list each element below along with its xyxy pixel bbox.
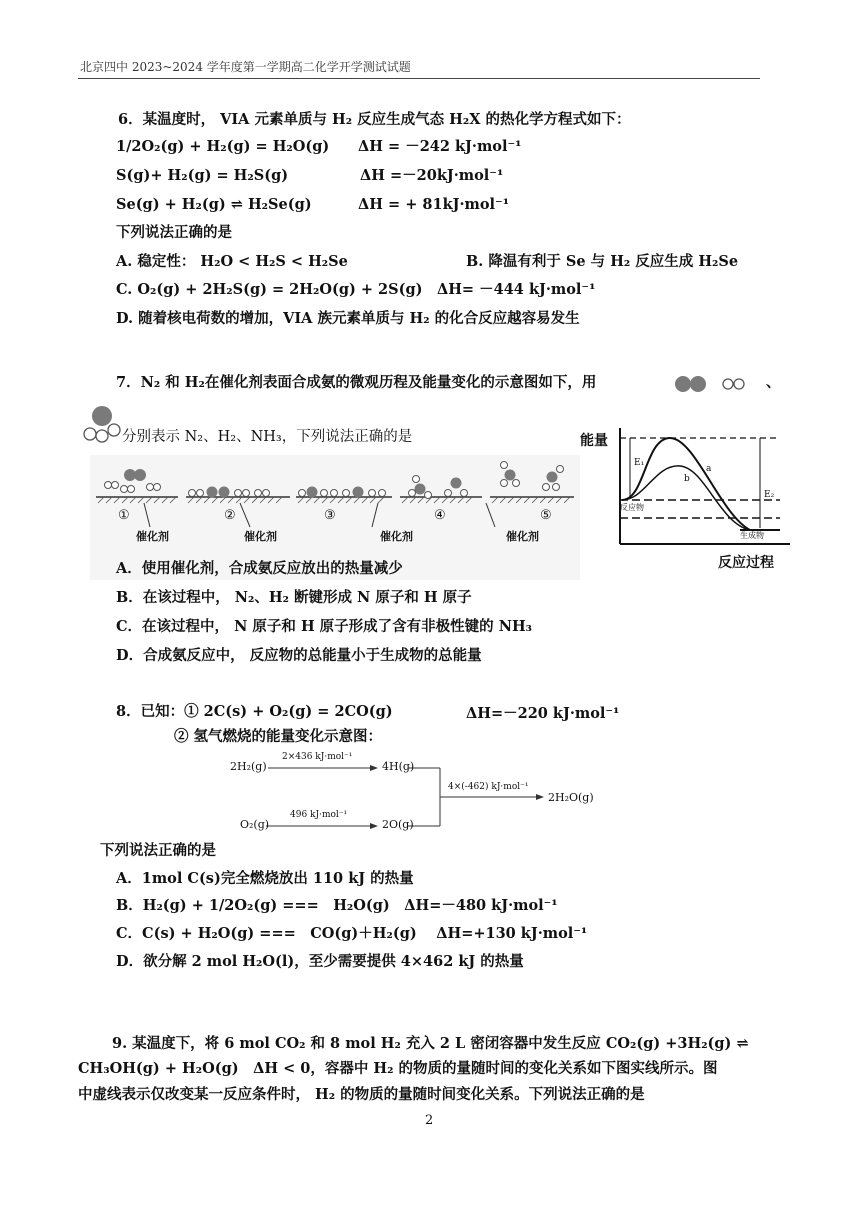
q6-stem: 6．某温度时， VIA 元素单质与 H₂ 反应生成气态 H₂X 的热化学方程式如下： xyxy=(118,111,631,128)
product-label: 生成物 xyxy=(740,531,764,540)
step-2-label: ② xyxy=(224,508,236,523)
q7-stem2: 分别表示 N₂、H₂、NH₃，下列说法正确的是 xyxy=(122,429,413,445)
diagram-2h2: 2H₂(g) xyxy=(230,760,267,773)
catalyst-label-4: 催化剂 xyxy=(506,530,539,543)
q6-dh1: ΔH = －242 kJ·mol⁻¹ xyxy=(358,138,522,155)
step-1-label: ① xyxy=(118,508,130,523)
e1-label: E₁ xyxy=(634,458,645,468)
page-number: 2 xyxy=(425,1113,434,1128)
q9-line1: 9. 某温度下，将 6 mol CO₂ 和 8 mol H₂ 充入 2 L 密闭容器中发生反应 CO₂(g) +3H₂(g) ⇌ xyxy=(112,1035,749,1052)
catalyst-label-1: 催化剂 xyxy=(136,530,169,543)
diagram-2h2o: 2H₂O(g) xyxy=(548,791,594,804)
q9-line3: 中虚线表示仅改变某一反应条件时， H₂ 的物质的量随时间变化关系。下列说法正确的是 xyxy=(78,1086,645,1103)
q6-option-b: B. 降温有利于 Se 与 H₂ 反应生成 H₂Se xyxy=(466,253,739,270)
catalyst-label-2: 催化剂 xyxy=(244,530,277,543)
diagram-formation-label: 4×(-462) kJ·mol⁻¹ xyxy=(448,782,529,792)
diagram-o2-arrow-label: 496 kJ·mol⁻¹ xyxy=(290,810,348,820)
diagram-o2: O₂(g) xyxy=(240,818,270,831)
catalyst-label-3: 催化剂 xyxy=(380,530,413,543)
q6-eq3: Se(g) + H₂(g) ⇌ H₂Se(g) xyxy=(116,196,312,213)
q8-option-c: C．C(s) + H₂O(g) === CO(g)＋H₂(g) ΔH=+130 kJ·mol⁻¹ xyxy=(116,925,588,942)
energy-axis-label: 能量 xyxy=(580,433,608,449)
q6-eq1: 1/2O₂(g) + H₂(g) = H₂O(g) xyxy=(116,138,330,155)
diagram-4h: 4H(g) xyxy=(382,760,415,773)
q8-option-a: A．1mol C(s)完全燃烧放出 110 kJ 的热量 xyxy=(116,870,414,887)
energy-curve-a xyxy=(622,438,750,530)
page-header: 北京四中 2023~2024 学年度第一学期高二化学开学测试试题 xyxy=(80,60,411,74)
q6-eq2: S(g)+ H₂(g) = H₂S(g) xyxy=(116,167,289,184)
n2-h2-legend-icons xyxy=(673,373,763,395)
q7-option-a: A．使用催化剂，合成氨反应放出的热量减少 xyxy=(116,560,403,577)
q8-dh: ΔH=－220 kJ·mol⁻¹ xyxy=(466,705,620,722)
q9-line2: CH₃OH(g) + H₂O(g) ΔH < 0，容器中 H₂ 的物质的量随时间的变化关系如下图实线所示。图 xyxy=(78,1060,718,1077)
nh3-molecule-icon xyxy=(82,405,122,443)
reactant-label: 反应物 xyxy=(620,503,644,512)
q6-dh2: ΔH =－20kJ·mol⁻¹ xyxy=(360,167,504,184)
q6-option-c: C. O₂(g) + 2H₂S(g) = 2H₂O(g) + 2S(g) ΔH= －444 kJ·mol⁻¹ xyxy=(116,281,596,298)
diagram-2o: 2O(g) xyxy=(382,818,414,831)
q7-option-b: B．在该过程中， N₂、H₂ 断键形成 N 原子和 H 原子 xyxy=(116,589,472,606)
e2-label: E₂ xyxy=(764,490,775,500)
q8-prompt: 下列说法正确的是 xyxy=(100,842,216,859)
header-rule xyxy=(78,78,760,79)
step-3-label: ③ xyxy=(324,508,336,523)
q8-sub: ② 氢气燃烧的能量变化示意图： xyxy=(174,728,383,745)
q8-option-d: D．欲分解 2 mol H₂O(l)，至少需要提供 4×462 kJ 的热量 xyxy=(116,953,524,970)
q7-stem-tail: 、 xyxy=(766,374,781,391)
q6-dh3: ΔH = + 81kJ·mol⁻¹ xyxy=(358,196,510,213)
step-5-label: ⑤ xyxy=(540,508,552,523)
curve-b-label: b xyxy=(684,474,690,484)
reaction-process-label: 反应过程 xyxy=(718,555,774,571)
q7-option-c: C．在该过程中， N 原子和 H 原子形成了含有非极性键的 NH₃ xyxy=(116,618,533,635)
diagram-h2-arrow-label: 2×436 kJ·mol⁻¹ xyxy=(282,752,353,762)
q6-option-a: A. 稳定性： H₂O < H₂S < H₂Se xyxy=(116,253,348,270)
q8-option-b: B．H₂(g) + 1/2O₂(g) === H₂O(g) ΔH=－480 kJ·mol⁻¹ xyxy=(116,897,558,914)
h2-molecule-icon xyxy=(723,379,733,389)
n2-molecule-icon xyxy=(675,376,691,392)
q6-prompt: 下列说法正确的是 xyxy=(116,224,232,241)
curve-a-label: a xyxy=(706,464,712,474)
q7-stem: 7．N₂ 和 H₂在催化剂表面合成氨的微观历程及能量变化的示意图如下，用 xyxy=(116,374,597,391)
q8-stem: 8．已知：① 2C(s) + O₂(g) = 2CO(g) xyxy=(116,703,393,720)
q6-option-d: D. 随着核电荷数的增加，VIA 族元素单质与 H₂ 的化合反应越容易发生 xyxy=(116,310,580,327)
q7-option-d: D．合成氨反应中， 反应物的总能量小于生成物的总能量 xyxy=(116,647,482,664)
step-4-label: ④ xyxy=(434,508,446,523)
